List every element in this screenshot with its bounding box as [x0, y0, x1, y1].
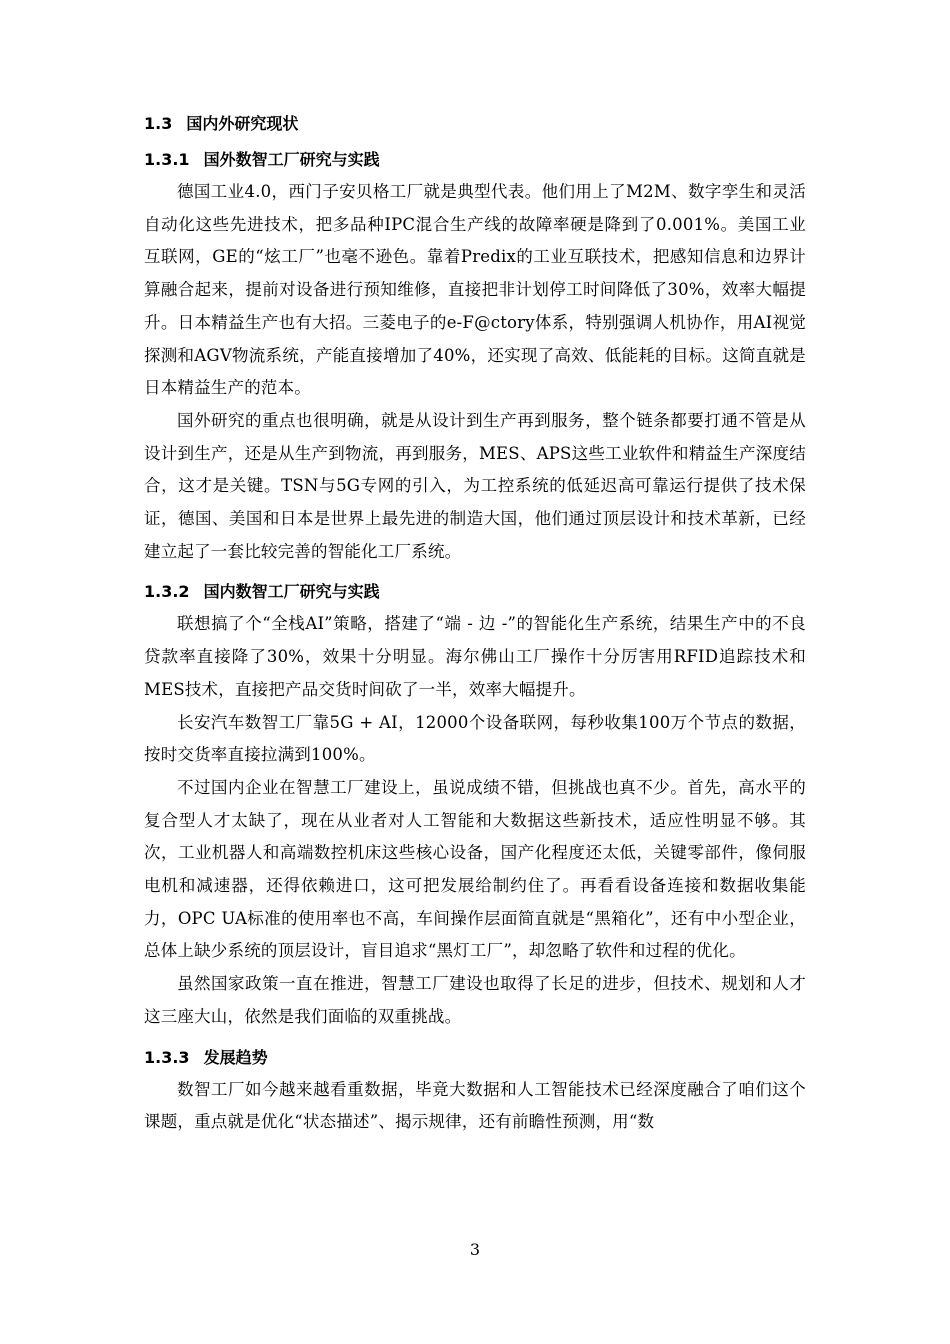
page-number: 3 — [469, 1240, 481, 1259]
subsection-heading — [144, 148, 806, 172]
subsection-title: 发展趋势 — [203, 1047, 268, 1067]
section-title: 国内外研究现状 — [186, 114, 299, 133]
subsection-number: 1.3.1 — [144, 150, 190, 169]
page-content — [144, 112, 806, 1139]
section-heading — [144, 112, 806, 136]
paragraph: 联想搞了个“全栈AI”策略，搭建了“端 - 边 -”的智能化生产系统，结果生产中的不良贷款率直接降了30%，效果十分明显。海尔佛山工厂操作十分厉害用RFID追踪技术和MES技术，直接把产品交货时间砍了一半，效率大幅提升。 — [144, 614, 806, 699]
subsection-number: 1.3.2 — [144, 582, 190, 602]
subsection-title: 国内数智工厂研究与实践 — [203, 582, 380, 602]
paragraph: 长安汽车数智工厂靠5G + AI，12000个设备联网，每秒收集100万个节点的数据，按时交货率直接拉满到100%。 — [144, 712, 806, 765]
paragraph: 不过国内企业在智慧工厂建设上，虽说成绩不错，但挑战也真不少。首先，高水平的复合型人才太缺了，现在从业者对人工智能和大数据这些新技术，适应性明显不够。其次，工业机器人和高端数控机床这些核心设备，国产化程度还太低，关键零部件，像伺服电机和减速器，还得依赖进口，这可把发展给制约住了。再看看设备连接和数据收集能力，OPC UA标准的使用率也不高，车间操作层面简直就是“黑箱化”，还有中小型企业，总体上缺少系统的顶层设计，盲目追求“黑灯工厂”，却忽略了软件和过程的优化。 — [144, 777, 806, 961]
paragraph: 虽然国家政策一直在推进，智慧工厂建设也取得了长足的进步，但技术、规划和人才这三座大山，依然是我们面临的双重挑战。 — [144, 974, 806, 1026]
paragraph: 德国工业4.0，西门子安贝格工厂就是典型代表。他们用上了M2M、数字孪生和灵活自动化这些先进技术，把多品种IPC混合生产线的故障率硬是降到了0.001%。美国工业互联网，GE的“炫工厂”也毫不逊色。靠着Predix的工业互联技术，把感知信息和边界计算融合起来，提前对设备进行预知维修，直接把非计划停工时间降低了30%，效率大幅提升。日本精益生产也有大招。三菱电子的e-F@ctory体系，特别强调人机协作，用AI视觉探测和AGV物流系统，产能直接增加了40%，还实现了高效、低能耗的目标。这简直就是日本精益生产的范本。 — [144, 182, 806, 398]
subsection-title: 国外数智工厂研究与实践 — [203, 150, 380, 169]
subsection-1-3-1 — [144, 148, 806, 568]
paragraph: 数智工厂如今越来越看重数据，毕竟大数据和人工智能技术已经深度融合了咱们这个课题，重点就是优化“状态描述”、揭示规律，还有前瞻性预测，用“数 — [144, 1079, 806, 1132]
subsection-heading — [144, 1046, 806, 1070]
subsection-1-3-3 — [144, 1046, 806, 1139]
subsection-number: 1.3.3 — [144, 1047, 190, 1067]
paragraph: 国外研究的重点也很明确，就是从设计到生产再到服务，整个链条都要打通不管是从设计到生产，还是从生产到物流，再到服务，MES、APS这些工业软件和精益生产深度结合，这才是关键。TSN与5G专网的引入，为工控系统的低延迟高可靠运行提供了技术保证，德国、美国和日本是世界上最先进的制造大国，他们通过顶层设计和技术革新，已经建立起了一套比较完善的智能化工厂系统。 — [144, 410, 806, 561]
subsection-1-3-2 — [144, 580, 806, 1033]
section-number: 1.3 — [144, 114, 173, 133]
subsection-heading — [144, 580, 806, 604]
